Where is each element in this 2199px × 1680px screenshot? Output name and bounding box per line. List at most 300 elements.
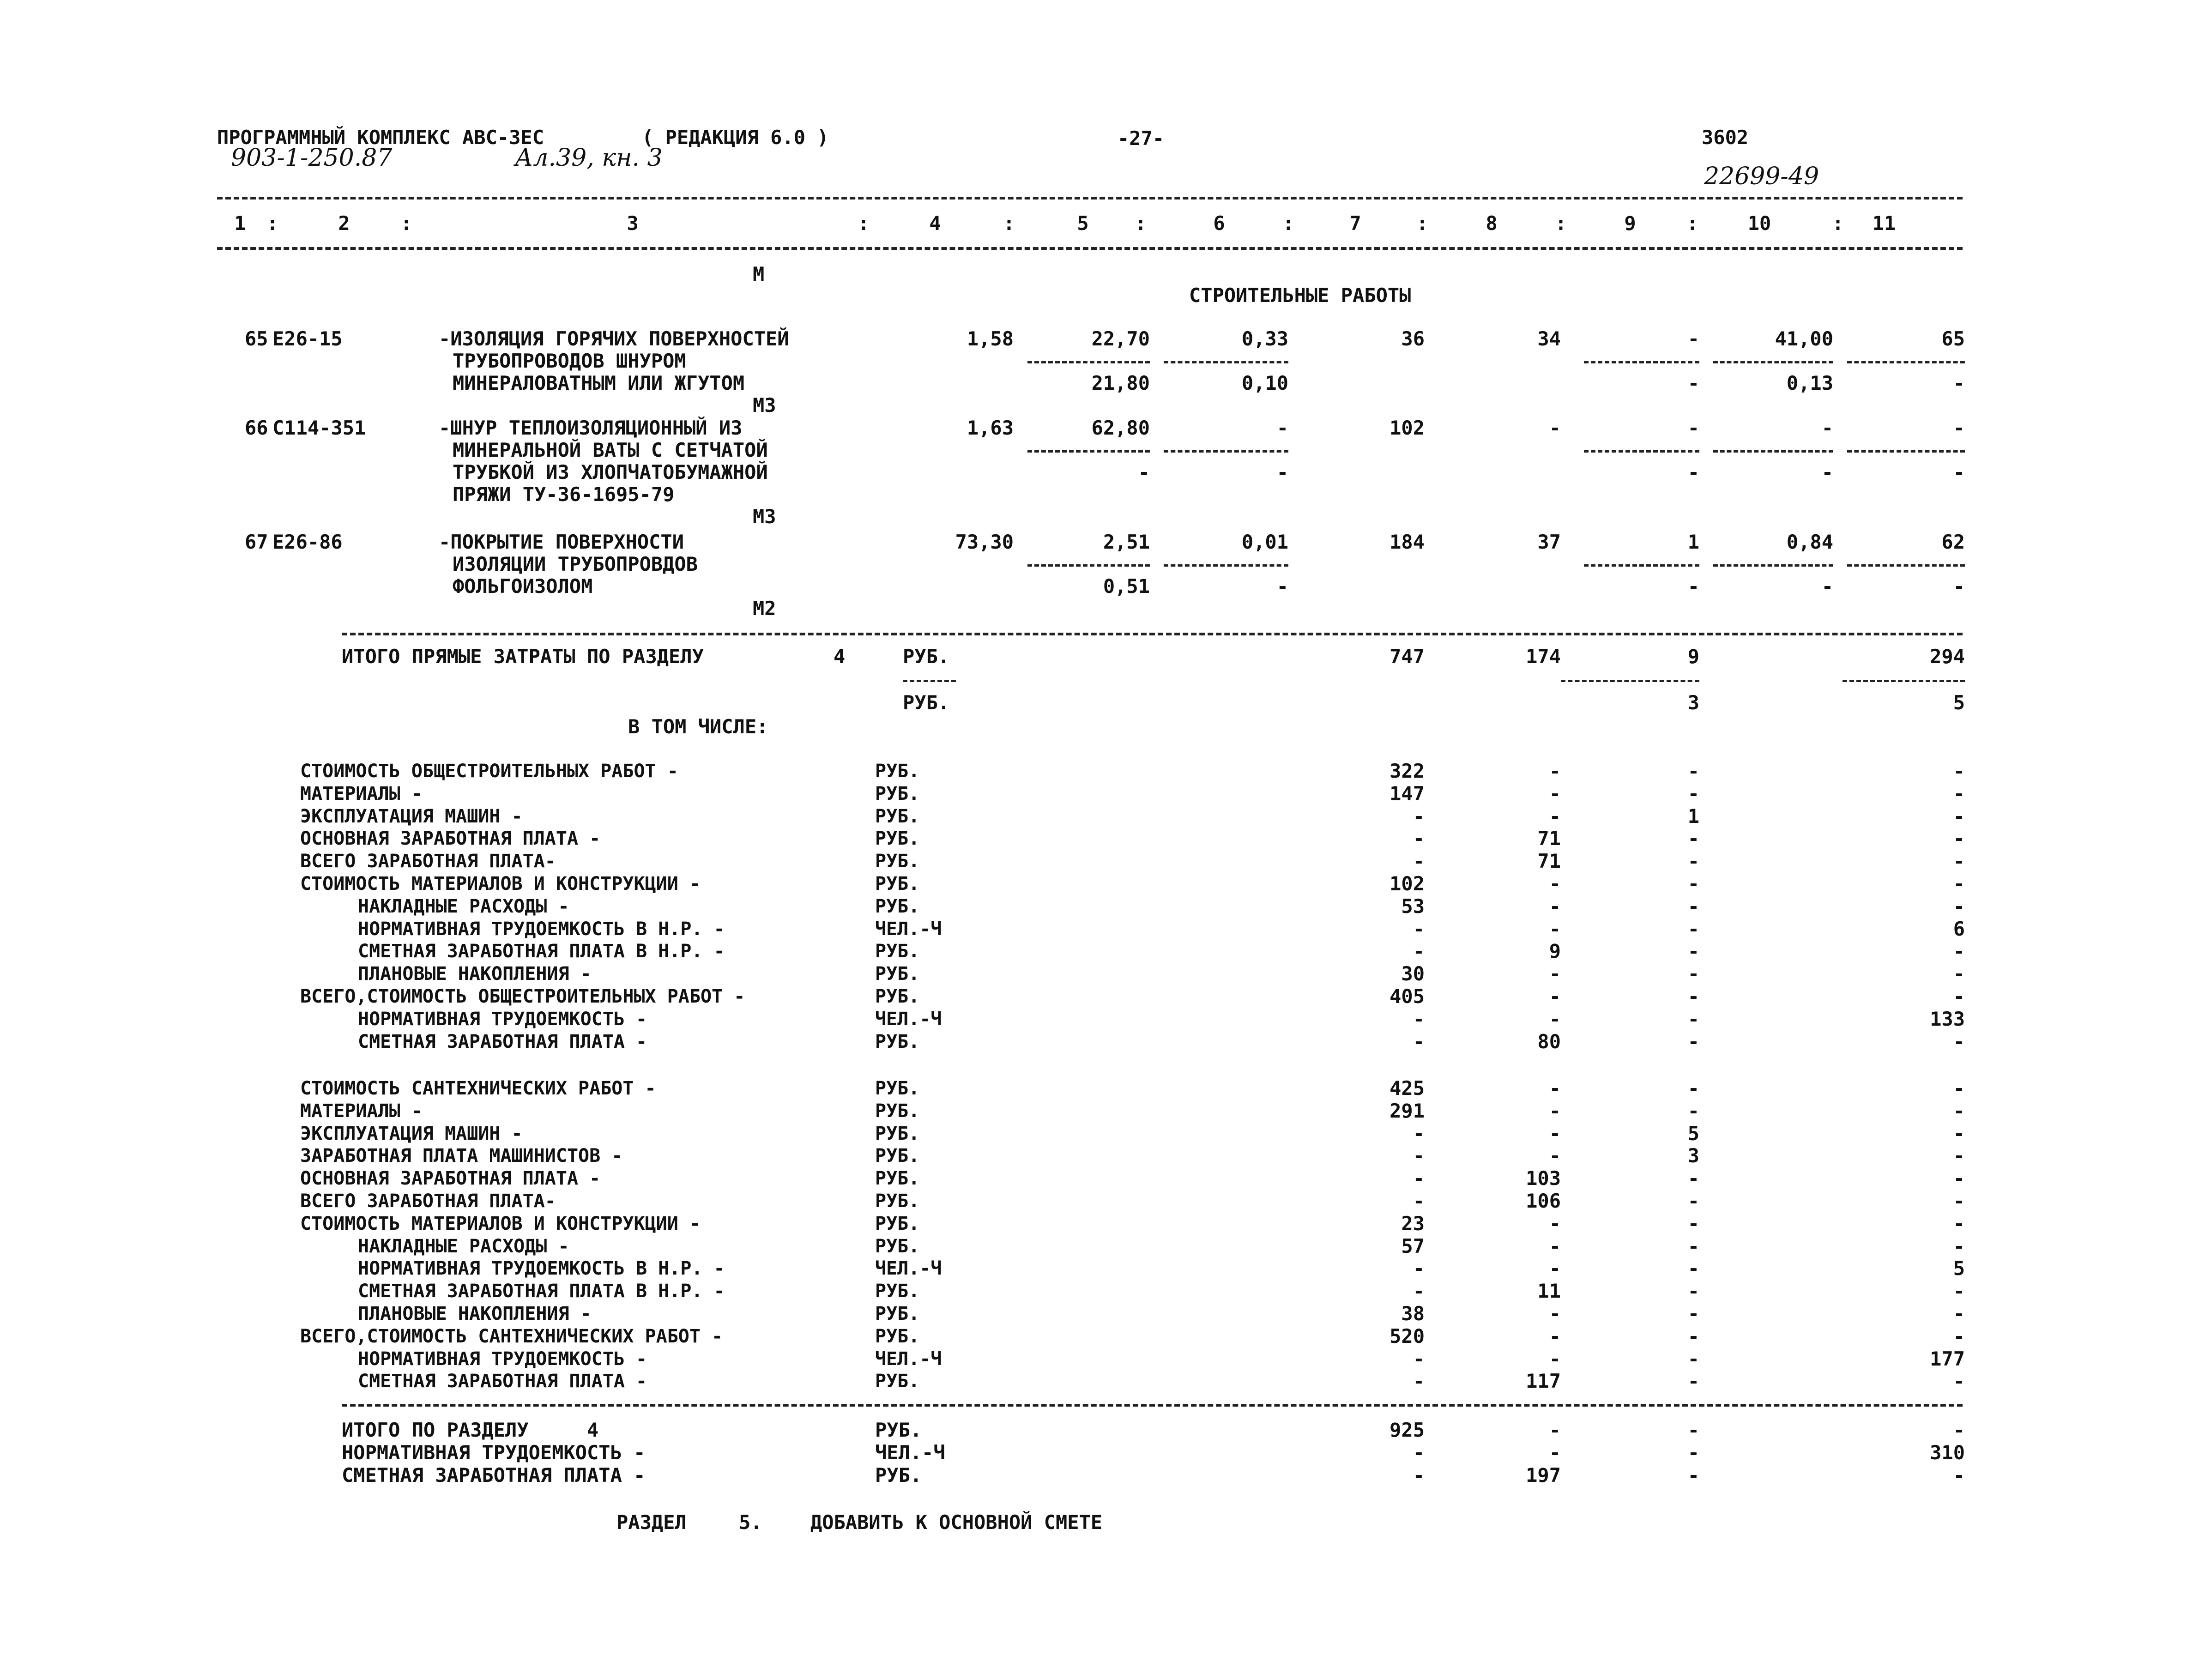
cell-c8: - (1549, 1419, 1561, 1441)
cell-c5: 22,70 (1091, 327, 1150, 350)
cell-c11: - (1953, 575, 1965, 598)
summary-row-label: ВСЕГО ЗАРАБОТНАЯ ПЛАТА- (300, 1191, 556, 1212)
summary-row-label: ЭКСПЛУАТАЦИЯ МАШИН - (300, 805, 523, 827)
cell-c7: 102 (1389, 872, 1425, 895)
cell-divider (1713, 361, 1833, 363)
cell-c8: - (1549, 1122, 1561, 1145)
section-total-label: СМЕТНАЯ ЗАРАБОТНАЯ ПЛАТА - (342, 1464, 646, 1487)
item-unit: М3 (753, 505, 776, 528)
column-number: 7 (1349, 212, 1361, 235)
summary-row-unit: РУБ. (875, 1123, 920, 1144)
summary-row-label: ВСЕГО,СТОИМОСТЬ САНТЕХНИЧЕСКИХ РАБОТ - (300, 1325, 723, 1347)
cell-c11: - (1953, 1419, 1965, 1441)
summary-row-unit: РУБ. (875, 1031, 920, 1052)
summary-row-unit: РУБ. (875, 1168, 920, 1190)
summary-row-unit: РУБ. (875, 1191, 920, 1212)
item-description-line: МИНЕРАЛЬНОЙ ВАТЫ С СЕТЧАТОЙ (453, 439, 768, 461)
item-number: 66 (245, 417, 268, 439)
cell-c9: - (1687, 1370, 1699, 1393)
cell-c11: 65 (1941, 327, 1965, 350)
cell-c10: - (1821, 461, 1833, 483)
header-rule-bottom (217, 247, 1963, 250)
cell-c9: - (1687, 1030, 1699, 1053)
cell-c9: - (1687, 827, 1699, 850)
cell-c8: - (1549, 760, 1561, 782)
cell-c6: - (1276, 417, 1288, 439)
cell-c7: 747 (1389, 645, 1425, 668)
items-rule (342, 633, 1963, 635)
cell-c7: - (1413, 917, 1425, 940)
summary-row-label: СТОИМОСТЬ МАТЕРИАЛОВ И КОНСТРУКЦИИ - (300, 873, 701, 894)
column-number: 10 (1747, 212, 1771, 235)
cell-c9: 9 (1687, 645, 1699, 668)
cell-divider (1164, 564, 1288, 567)
total-direct-unit-2: РУБ. (903, 691, 950, 714)
summary-row-unit: РУБ. (875, 1371, 920, 1392)
footer-section-text: ДОБАВИТЬ К ОСНОВНОЙ СМЕТЕ (810, 1511, 1103, 1534)
including-label: В ТОМ ЧИСЛЕ: (628, 715, 768, 738)
section-total-label: ИТОГО ПО РАЗДЕЛУ 4 (342, 1419, 599, 1441)
summary-row-label: ЭКСПЛУАТАЦИЯ МАШИН - (300, 1123, 523, 1144)
cell-c9: - (1687, 985, 1699, 1008)
cell-c7: 322 (1389, 760, 1425, 782)
item-description-line: ПРЯЖИ ТУ-36-1695-79 (453, 483, 675, 506)
cell-c8: - (1549, 1234, 1561, 1257)
footer-section-label: РАЗДЕЛ (616, 1511, 687, 1534)
cell-c5: 21,80 (1091, 372, 1150, 394)
cell-c9: - (1687, 962, 1699, 985)
cell-c8: 34 (1537, 327, 1561, 350)
cell-c7: 57 (1401, 1234, 1425, 1257)
column-separator: : (1686, 212, 1698, 235)
summary-row-unit: РУБ. (875, 851, 920, 872)
cell-c11: 133 (1930, 1007, 1965, 1030)
cell-c11: 6 (1953, 917, 1965, 940)
cell-c11: - (1953, 962, 1965, 985)
summary-row-unit: РУБ. (875, 873, 920, 894)
cell-c11: - (1953, 985, 1965, 1008)
column-separator: : (1135, 212, 1147, 235)
item-description-line: -ИЗОЛЯЦИЯ ГОРЯЧИХ ПОВЕРХНОСТЕЙ (439, 327, 789, 350)
cell-c7: - (1413, 804, 1425, 828)
cell-c8: - (1549, 1441, 1561, 1464)
summary-row-unit: РУБ. (875, 805, 920, 827)
edition-label: ( РЕДАКЦИЯ 6.0 ) (642, 126, 829, 149)
handwritten-album-ref: Ал.39, кн. 3 (515, 144, 663, 172)
cell-c10: 0,13 (1786, 372, 1833, 394)
cell-divider (903, 680, 956, 682)
handwritten-project-number: 903-1-250.87 (231, 144, 393, 172)
summary-row-label: НАКЛАДНЫЕ РАСХОДЫ - (358, 895, 569, 917)
cell-c9: - (1687, 1302, 1699, 1325)
cell-c8: - (1549, 917, 1561, 940)
cell-c9: - (1687, 1007, 1699, 1030)
summary-row-label: СМЕТНАЯ ЗАРАБОТНАЯ ПЛАТА - (358, 1371, 647, 1392)
cell-c9: 1 (1687, 804, 1699, 828)
cell-c8: - (1549, 1302, 1561, 1325)
cell-c9: - (1687, 372, 1699, 394)
summary-row-unit: РУБ. (875, 941, 920, 962)
cell-c11: 294 (1930, 645, 1965, 668)
summary-row-unit: РУБ. (875, 1235, 920, 1257)
page-number: -27- (1118, 127, 1165, 150)
column-separator: : (1555, 212, 1567, 235)
column-number: 2 (338, 212, 350, 235)
column-number: 9 (1624, 212, 1636, 235)
summary-row-label: НОРМАТИВНАЯ ТРУДОЕМКОСТЬ В Н.Р. - (358, 1258, 725, 1280)
cell-c11: - (1953, 1464, 1965, 1487)
cell-c7: - (1413, 1441, 1425, 1464)
unit-m: М (753, 263, 765, 285)
cell-c9: - (1687, 1464, 1699, 1487)
cell-c11: - (1953, 1099, 1965, 1122)
cell-c9: 1 (1687, 531, 1699, 553)
cell-c8: - (1549, 1212, 1561, 1235)
summary-row-unit: РУБ. (875, 1281, 920, 1302)
cell-c7: 147 (1389, 782, 1425, 805)
cell-c11: - (1953, 1302, 1965, 1325)
cell-c10: - (1821, 575, 1833, 598)
summary-row-unit: ЧЕЛ.-Ч (875, 1008, 942, 1030)
item-code: Е26-86 (272, 531, 343, 553)
cell-c9: - (1687, 872, 1699, 895)
summary-row-unit: РУБ. (875, 828, 920, 850)
cell-c7: 291 (1389, 1099, 1425, 1122)
cell-c11: - (1953, 1077, 1965, 1100)
program-title: ПРОГРАММНЫЙ КОМПЛЕКС АВС-ЗЕС (217, 126, 544, 149)
cell-c8: - (1549, 985, 1561, 1008)
cell-c10: - (1821, 417, 1833, 439)
cell-c11: - (1953, 894, 1965, 918)
summary-row-unit: РУБ. (875, 1078, 920, 1099)
cell-c11: - (1953, 1280, 1965, 1303)
item-unit: М2 (753, 597, 776, 620)
total-direct-unit: РУБ. (903, 645, 950, 668)
cell-c11: - (1953, 827, 1965, 850)
cell-c8: 197 (1526, 1464, 1561, 1487)
summary-row-unit: РУБ. (875, 1303, 920, 1324)
cell-c8: 80 (1537, 1030, 1561, 1053)
cell-c9: - (1687, 461, 1699, 483)
cell-c7: 184 (1389, 531, 1425, 553)
cell-c4: 1,58 (967, 327, 1014, 350)
footer-section-number: 5. (739, 1511, 762, 1534)
item-code: С114-351 (272, 417, 366, 439)
cell-c8: 11 (1537, 1280, 1561, 1303)
cell-c7: - (1413, 1280, 1425, 1303)
column-number: 1 (234, 212, 246, 235)
cell-c8: - (1549, 1144, 1561, 1167)
cell-c7: 405 (1389, 985, 1425, 1008)
cell-c9: - (1687, 782, 1699, 805)
cell-c10: 41,00 (1775, 327, 1833, 350)
item-number: 65 (245, 327, 268, 350)
cell-c11: - (1953, 782, 1965, 805)
summary-row-label: СТОИМОСТЬ ОБЩЕСТРОИТЕЛЬНЫХ РАБОТ - (300, 761, 678, 782)
cell-c11: 5 (1953, 1257, 1965, 1280)
cell-divider (1843, 680, 1965, 682)
summary-row-label: НОРМАТИВНАЯ ТРУДОЕМКОСТЬ - (358, 1348, 647, 1370)
cell-c7: 30 (1401, 962, 1425, 985)
column-separator: : (1003, 212, 1015, 235)
cell-c8: 71 (1537, 850, 1561, 873)
header-rule-top (217, 197, 1963, 199)
cell-c7: - (1413, 827, 1425, 850)
cell-c7: 38 (1401, 1302, 1425, 1325)
cell-divider (1027, 361, 1150, 363)
cell-c9: 3 (1687, 691, 1699, 714)
summary-row-unit: ЧЕЛ.-Ч (875, 1348, 942, 1370)
sheet-code: 3602 (1702, 126, 1749, 149)
cell-c8: - (1549, 1324, 1561, 1348)
cell-c9: 3 (1687, 1144, 1699, 1167)
cell-c8: 174 (1526, 645, 1561, 668)
cell-c7: - (1413, 1144, 1425, 1167)
section-total-label: НОРМАТИВНАЯ ТРУДОЕМКОСТЬ - (342, 1441, 646, 1464)
item-description-line: ИЗОЛЯЦИИ ТРУБОПРОВДОВ (453, 553, 698, 575)
cell-c8: 71 (1537, 827, 1561, 850)
cell-c8: - (1549, 417, 1561, 439)
column-separator: : (400, 212, 412, 235)
cell-c11: - (1953, 1370, 1965, 1393)
cell-divider (1584, 564, 1699, 567)
cell-c8: - (1549, 1257, 1561, 1280)
summary-row-label: ПЛАНОВЫЕ НАКОПЛЕНИЯ - (358, 1303, 592, 1324)
cell-c6: 0,33 (1241, 327, 1288, 350)
summary-row-unit: РУБ. (875, 1100, 920, 1122)
section-total-rule (342, 1404, 1963, 1407)
cell-c7: 23 (1401, 1212, 1425, 1235)
cell-c11: 5 (1953, 691, 1965, 714)
column-number: 3 (627, 212, 639, 235)
summary-row-label: ЗАРАБОТНАЯ ПЛАТА МАШИНИСТОВ - (300, 1145, 623, 1167)
handwritten-inventory-number: 22699-49 (1704, 163, 1819, 190)
item-description-line: ТРУБКОЙ ИЗ ХЛОПЧАТОБУМАЖНОЙ (453, 461, 768, 483)
cell-c8: 9 (1549, 940, 1561, 963)
item-description-line: МИНЕРАЛОВАТНЫМ ИЛИ ЖГУТОМ (453, 372, 745, 394)
column-number: 5 (1077, 212, 1089, 235)
cell-c9: - (1687, 917, 1699, 940)
cell-c7: - (1413, 1464, 1425, 1487)
summary-row-label: МАТЕРИАЛЫ - (300, 1100, 423, 1122)
cell-divider (1584, 361, 1699, 363)
summary-row-unit: РУБ. (875, 1213, 920, 1234)
cell-c7: - (1413, 1007, 1425, 1030)
cell-divider (1713, 564, 1833, 567)
cell-c11: 310 (1930, 1441, 1965, 1464)
cell-c8: - (1549, 1077, 1561, 1100)
cell-c11: - (1953, 1324, 1965, 1348)
item-description-line: ТРУБОПРОВОДОВ ШНУРОМ (453, 350, 686, 372)
cell-c11: - (1953, 872, 1965, 895)
cell-c9: - (1687, 1234, 1699, 1257)
cell-c11: 62 (1941, 531, 1965, 553)
cell-c7: - (1413, 1167, 1425, 1190)
item-description-line: ФОЛЬГОИЗОЛОМ (453, 575, 593, 598)
summary-row-unit: ЧЕЛ.-Ч (875, 918, 942, 940)
section-total-unit: ЧЕЛ.-Ч (875, 1441, 945, 1464)
summary-row-unit: РУБ. (875, 986, 920, 1007)
item-code: Е26-15 (272, 327, 343, 350)
column-number: 11 (1872, 212, 1896, 235)
cell-c8: - (1549, 894, 1561, 918)
cell-c4: 73,30 (955, 531, 1014, 553)
cell-c7: - (1413, 1370, 1425, 1393)
cell-divider (1164, 361, 1288, 363)
column-number: 6 (1213, 212, 1225, 235)
cell-divider (1584, 450, 1699, 453)
summary-row-unit: РУБ. (875, 783, 920, 804)
cell-c7: - (1413, 1347, 1425, 1370)
cell-c9: - (1687, 1419, 1699, 1441)
cell-divider (1164, 450, 1288, 453)
cell-c7: - (1413, 940, 1425, 963)
cell-c11: - (1953, 804, 1965, 828)
cell-c11: - (1953, 760, 1965, 782)
item-description-line: -ШНУР ТЕПЛОИЗОЛЯЦИОННЫЙ ИЗ (439, 417, 743, 439)
cell-c11: - (1953, 940, 1965, 963)
cell-c9: - (1687, 760, 1699, 782)
section-total-unit: РУБ. (875, 1464, 922, 1487)
cell-c8: 106 (1526, 1190, 1561, 1212)
cell-divider (1847, 450, 1965, 453)
summary-row-label: НАКЛАДНЫЕ РАСХОДЫ - (358, 1235, 569, 1257)
summary-row-label: СМЕТНАЯ ЗАРАБОТНАЯ ПЛАТА В Н.Р. - (358, 941, 725, 962)
summary-row-unit: РУБ. (875, 1325, 920, 1347)
cell-divider (1027, 564, 1150, 567)
cell-c5: 0,51 (1103, 575, 1150, 598)
cell-c11: - (1953, 1212, 1965, 1235)
cell-c9: - (1687, 1324, 1699, 1348)
column-number: 8 (1486, 212, 1498, 235)
column-separator: : (1416, 212, 1428, 235)
total-direct-label: ИТОГО ПРЯМЫЕ ЗАТРАТЫ ПО РАЗДЕЛУ (342, 645, 704, 668)
section-total-unit: РУБ. (875, 1419, 922, 1441)
cell-c8: 117 (1526, 1370, 1561, 1393)
column-separator: : (266, 212, 278, 235)
cell-c9: - (1687, 327, 1699, 350)
cell-c11: - (1953, 1234, 1965, 1257)
cell-c9: 5 (1687, 1122, 1699, 1145)
item-description-line: -ПОКРЫТИЕ ПОВЕРХНОСТИ (439, 531, 684, 553)
column-number: 4 (929, 212, 941, 235)
summary-row-unit: РУБ. (875, 963, 920, 985)
cell-c7: 520 (1389, 1324, 1425, 1348)
item-number: 67 (245, 531, 268, 553)
cell-c8: 103 (1526, 1167, 1561, 1190)
cell-c9: - (1687, 1099, 1699, 1122)
summary-row-label: СТОИМОСТЬ МАТЕРИАЛОВ И КОНСТРУКЦИИ - (300, 1213, 701, 1234)
cell-c8: - (1549, 1347, 1561, 1370)
cell-c5: 62,80 (1091, 417, 1150, 439)
summary-row-label: ПЛАНОВЫЕ НАКОПЛЕНИЯ - (358, 963, 592, 985)
cell-c10: 0,84 (1786, 531, 1833, 553)
cell-c11: - (1953, 850, 1965, 873)
summary-row-label: НОРМАТИВНАЯ ТРУДОЕМКОСТЬ В Н.Р. - (358, 918, 725, 940)
summary-row-label: СМЕТНАЯ ЗАРАБОТНАЯ ПЛАТА - (358, 1031, 647, 1052)
cell-c9: - (1687, 575, 1699, 598)
cell-c9: - (1687, 1167, 1699, 1190)
cell-c9: - (1687, 417, 1699, 439)
cell-c9: - (1687, 1257, 1699, 1280)
cell-c7: 36 (1401, 327, 1425, 350)
cell-c8: - (1549, 1099, 1561, 1122)
summary-row-label: ВСЕГО ЗАРАБОТНАЯ ПЛАТА- (300, 851, 556, 872)
summary-row-unit: РУБ. (875, 1145, 920, 1167)
cell-c5: - (1138, 461, 1150, 483)
cell-divider (1561, 680, 1699, 682)
summary-row-label: СМЕТНАЯ ЗАРАБОТНАЯ ПЛАТА В Н.Р. - (358, 1281, 725, 1302)
column-separator: : (858, 212, 870, 235)
cell-divider (1027, 450, 1150, 453)
cell-c11: - (1953, 1122, 1965, 1145)
cell-c9: - (1687, 894, 1699, 918)
cell-c7: 102 (1389, 417, 1425, 439)
summary-row-unit: РУБ. (875, 895, 920, 917)
cell-c7: - (1413, 1030, 1425, 1053)
cell-c11: - (1953, 1030, 1965, 1053)
cell-divider (1713, 450, 1833, 453)
cell-c7: 925 (1389, 1419, 1425, 1441)
cell-c6: - (1276, 575, 1288, 598)
cell-c7: 425 (1389, 1077, 1425, 1100)
cell-c8: 37 (1537, 531, 1561, 553)
cell-c8: - (1549, 1007, 1561, 1030)
cell-c11: 177 (1930, 1347, 1965, 1370)
cell-c9: - (1687, 1347, 1699, 1370)
cell-c9: - (1687, 850, 1699, 873)
summary-row-label: МАТЕРИАЛЫ - (300, 783, 423, 804)
summary-row-unit: ЧЕЛ.-Ч (875, 1258, 942, 1280)
summary-row-label: ОСНОВНАЯ ЗАРАБОТНАЯ ПЛАТА - (300, 1168, 601, 1190)
total-direct-section: 4 (834, 645, 846, 668)
cell-c7: - (1413, 1122, 1425, 1145)
cell-c11: - (1953, 1144, 1965, 1167)
item-unit: М3 (753, 394, 776, 417)
cell-c6: - (1276, 461, 1288, 483)
cell-divider (1847, 361, 1965, 363)
cell-c11: - (1953, 372, 1965, 394)
cell-c9: - (1687, 1441, 1699, 1464)
summary-row-label: СТОИМОСТЬ САНТЕХНИЧЕСКИХ РАБОТ - (300, 1078, 656, 1099)
summary-row-label: НОРМАТИВНАЯ ТРУДОЕМКОСТЬ - (358, 1008, 647, 1030)
cell-c6: 0,10 (1241, 372, 1288, 394)
cell-c11: - (1953, 461, 1965, 483)
cell-c7: 53 (1401, 894, 1425, 918)
cell-c7: - (1413, 1190, 1425, 1212)
cell-c7: - (1413, 1257, 1425, 1280)
cell-c8: - (1549, 782, 1561, 805)
cell-c5: 2,51 (1103, 531, 1150, 553)
column-separator: : (1832, 212, 1844, 235)
cell-c9: - (1687, 1190, 1699, 1212)
cell-c9: - (1687, 940, 1699, 963)
summary-row-label: ВСЕГО,СТОИМОСТЬ ОБЩЕСТРОИТЕЛЬНЫХ РАБОТ - (300, 986, 745, 1007)
summary-row-unit: РУБ. (875, 761, 920, 782)
cell-c9: - (1687, 1280, 1699, 1303)
cell-c7: - (1413, 850, 1425, 873)
cell-c6: 0,01 (1241, 531, 1288, 553)
cell-c11: - (1953, 417, 1965, 439)
cell-c8: - (1549, 804, 1561, 828)
section-title: СТРОИТЕЛЬНЫЕ РАБОТЫ (1189, 284, 1411, 307)
cell-c9: - (1687, 1077, 1699, 1100)
cell-c8: - (1549, 962, 1561, 985)
cell-divider (1847, 564, 1965, 567)
cell-c8: - (1549, 872, 1561, 895)
summary-row-label: ОСНОВНАЯ ЗАРАБОТНАЯ ПЛАТА - (300, 828, 601, 850)
column-separator: : (1282, 212, 1294, 235)
